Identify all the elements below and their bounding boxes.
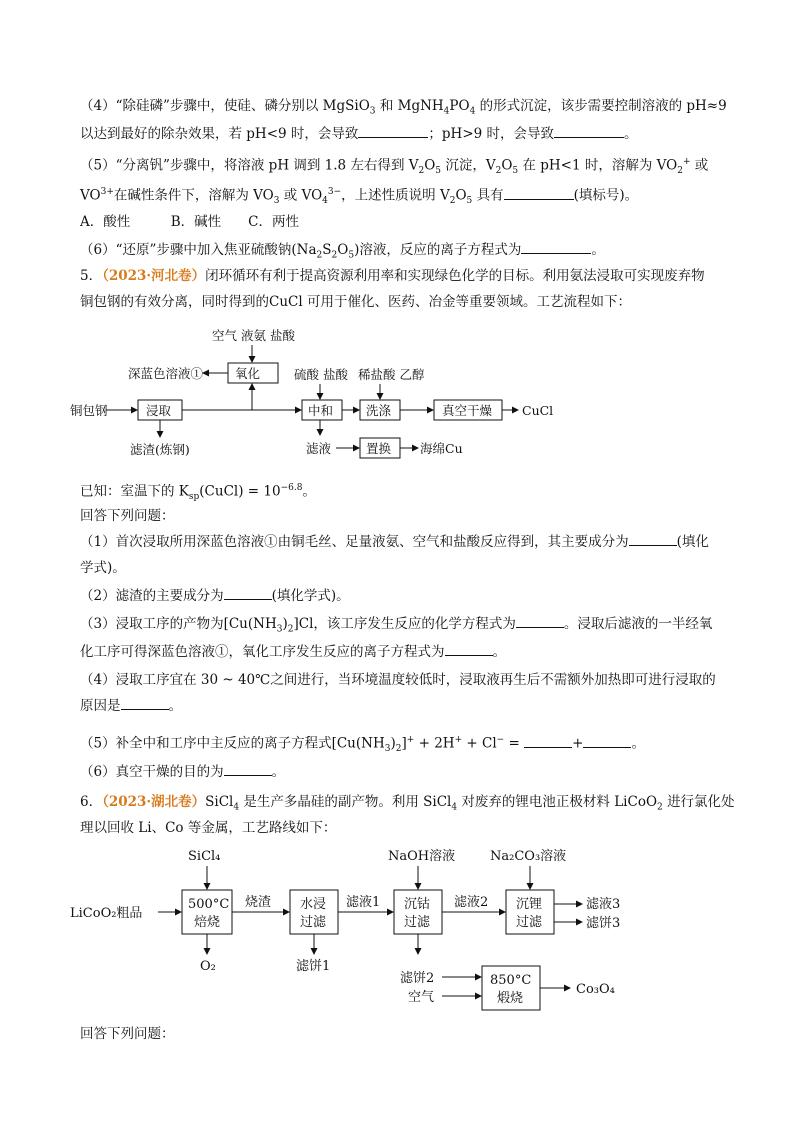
q4-line1: （4）“除硅磷”步骤中，使硅、磷分别以 MgSiO$_3$ 和 $MgNH_4PO_4$ 的形式沉淀，该步需要控制溶液的 pH≈9 [80,98,727,117]
p5-q4-line1: （4）浸取工序宜在 30 ~ 40℃之间进行，当环境温度较低时，浸取液再生后不需额外加热即可进行浸取的 [80,672,716,688]
q6-line: （6）“还原”步骤中加入焦亚硫酸钠$(Na_2S_2O_5)$溶液，反应的离子方程式为 。 [80,242,605,261]
flow5-neutralize: 中和 [308,403,334,418]
flow6-product: Co₃O₄ [576,982,615,997]
flow6-cake3: 滤饼3 [586,916,621,931]
flow6-sicl4: SiCl₄ [188,849,221,864]
flow5-replace: 置换 [366,441,392,456]
flow6-li-precip: 沉锂 [516,897,543,912]
p5-q1-line2: 学式)。 [80,560,126,576]
q5-line2: $VO^{3+}$在碱性条件下，溶解为 $VO_3$ 或 $VO_4^{3-}$，上述性质说明 $V_2O_5$ 具有 (填标号)。 [80,187,639,207]
flow5-top-inputs: 空气 液氨 盐酸 [212,328,295,343]
flow6-roast: 焙烧 [194,915,221,930]
flow6-co-precip: 沉钴 [404,897,431,912]
answer-blank[interactable] [524,735,572,748]
flow6-cake1: 滤饼1 [296,959,331,974]
flow6-water-leach: 水浸 [300,897,327,912]
flow5-residue: 滤渣(炼钢) [130,442,190,457]
flow6-roast-temp: 500°C [188,897,230,912]
flow6-calc-temp: 850°C [490,973,532,988]
q5-options: A．酸性 B．碱性 C．两性 [80,214,299,230]
answer-blank[interactable] [516,615,564,628]
flow6-filtrate3: 滤液3 [586,897,621,912]
flow6-o2: O₂ [200,959,216,974]
flow5-dry: 真空干燥 [442,403,493,418]
problem5-line1: 5．（2023·河北卷）闭环循环有利于提高资源利用率和实现绿色化学的目标。利用氨法浸取可实现废弃物 [80,268,705,284]
answer-blank[interactable] [554,125,624,138]
p5-q4-line2: 原因是 。 [80,698,182,714]
flow5-acids1: 硫酸 盐酸 [294,367,348,382]
flow5-leach: 浸取 [146,403,172,418]
problem5-known: 已知：室温下的 $K_{sp}(CuCl) = 10^{-6.8}$。 [80,483,316,503]
flow5-oxidize: 氧化 [235,366,261,381]
flow6-filtrate2: 滤液2 [454,895,489,910]
flowchart-cucl [70,320,554,470]
answer-blank[interactable] [629,533,677,546]
problem6-line1: 6．（2023·湖北卷）SiCl$_4$ 是生产多晶硅的副产物。利用 SiCl$_4$ 对废弃的锂电池正极材料 LiCoO$_2$ 进行氯化处 [80,794,735,813]
flow5-filtrate: 滤液 [306,441,332,456]
p5-q1-line1: （1）首次浸取所用深蓝色溶液①由铜毛丝、足量液氨、空气和盐酸反应得到，其主要成分为 (填化 [80,534,709,550]
flow6-raw: LiCoO₂粗品 [70,906,143,921]
answer-blank[interactable] [121,697,169,710]
flow6-na2co3: Na₂CO₃溶液 [490,849,567,864]
flow6-air: 空气 [408,990,435,1005]
p5-q3-line2: 化工序可得深蓝色溶液①，氧化工序发生反应的离子方程式为 。 [80,644,506,660]
flow5-acids2: 稀盐酸 乙醇 [358,367,425,382]
flowchart-licoo2 [70,842,630,1012]
answer-blank[interactable] [445,643,493,656]
answer-blank[interactable] [521,241,591,254]
p5-q6: （6）真空干燥的目的为 。 [80,764,286,780]
flow6-filter-2: 过滤 [404,915,431,930]
answer-blank[interactable] [504,187,574,200]
flow6-filtrate1: 滤液1 [346,895,381,910]
answer-blank[interactable] [358,125,428,138]
flow6-filter-3: 过滤 [516,915,543,930]
q4-line2: 以达到最好的除杂效果，若 pH<9 时，会导致 ；pH>9 时，会导致 。 [80,126,638,142]
problem5-line2: 铜包钢的有效分离，同时得到的CuCl 可用于催化、医药、冶金等重要领域。工艺流程如下： [80,294,631,310]
flow6-slag: 烧渣 [245,895,272,910]
flow5-blue-solution: 深蓝色溶液① [128,366,204,381]
answer-blank[interactable] [583,735,631,748]
flow6-naoh: NaOH溶液 [388,849,456,864]
flow5-product: CuCl [522,403,554,418]
flow6-calcine: 煅烧 [497,991,524,1006]
problem6-source: （2023·湖北卷） [102,794,206,810]
problem5-answer-prompt: 回答下列问题： [80,508,175,524]
problem5-source: （2023·河北卷） [102,268,206,284]
problem6-answer-prompt: 回答下列问题： [80,1026,175,1042]
p5-q2: （2）滤渣的主要成分为 (填化学式)。 [80,588,350,604]
flow6-cake2: 滤饼2 [400,971,435,986]
answer-blank[interactable] [224,763,272,776]
p5-q3-line1: （3）浸取工序的产物为$[Cu(NH_3)_2]Cl$，该工序发生反应的化学方程式为 。浸取后滤液的一半经氧 [80,616,713,635]
q5-line1: （5）“分离钒”步骤中，将溶液 pH 调到 1.8 左右得到 $V_2O_5$ 沉淀，$V_2O_5$ 在 pH<1 时，溶解为 $VO_2^+$ 或 [80,157,709,177]
flow5-wash: 洗涤 [366,403,392,418]
answer-blank[interactable] [224,587,272,600]
flow5-sponge-cu: 海绵Cu [420,441,463,456]
flow6-filter-1: 过滤 [300,915,327,930]
p5-q5: （5）补全中和工序中主反应的离子方程式$[Cu(NH_3)_2]^+ + 2H^+ + Cl^-$ = + 。 [80,735,645,755]
flow5-raw: 铜包钢 [70,403,108,418]
problem6-line2: 理以回收 Li、Co 等金属，工艺路线如下： [80,820,337,836]
